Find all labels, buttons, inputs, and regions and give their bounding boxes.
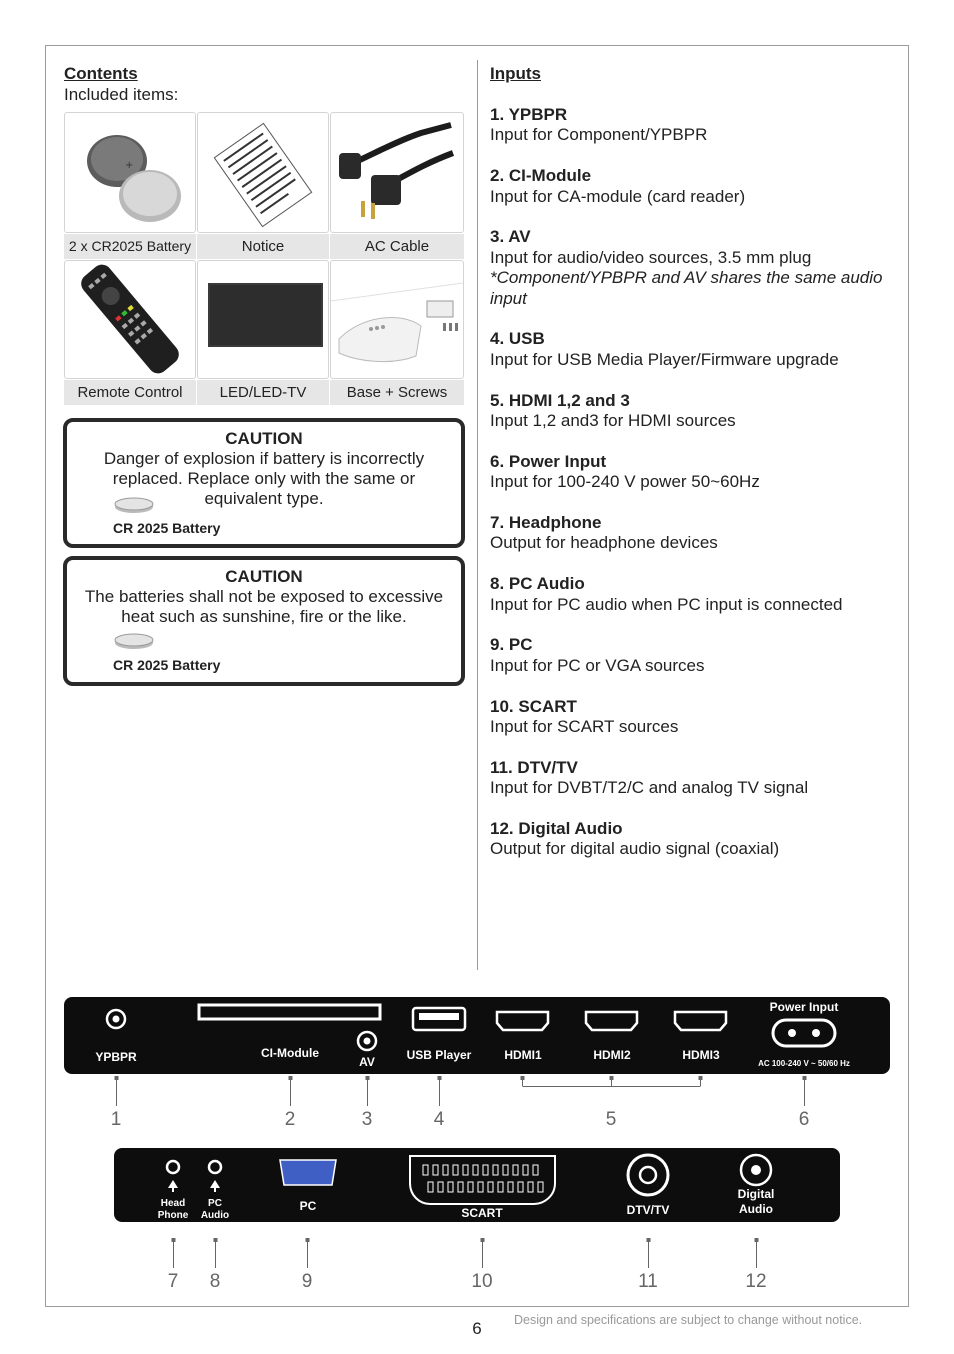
- headphone-label-line1: Head: [160, 1198, 186, 1209]
- column-divider: [477, 60, 478, 970]
- item-label-battery: 2 x CR2025 Battery: [64, 234, 196, 259]
- callout-5: 5: [605, 1109, 617, 1130]
- digital-audio-label-line1: Digital: [737, 1187, 775, 1201]
- bottom-callout-lines: [0, 1236, 954, 1272]
- input-name: 1. YPBPR: [490, 105, 568, 124]
- battery-label: CR 2025 Battery: [113, 657, 221, 673]
- input-name: 6. Power Input: [490, 451, 607, 471]
- av-port-label: AV: [359, 1055, 375, 1069]
- callout-10: 10: [471, 1271, 493, 1292]
- input-item: [490, 819, 890, 860]
- input-item: [490, 513, 890, 554]
- input-name: 9. PC: [490, 635, 533, 655]
- item-label-base: Base + Screws: [330, 380, 464, 405]
- callout-6: 6: [798, 1109, 810, 1130]
- callout-9: 9: [301, 1271, 313, 1292]
- side-panel-diagram: [64, 997, 890, 1074]
- headphone-label-line2: Phone: [157, 1210, 189, 1221]
- input-item: [490, 329, 890, 370]
- page-number: 6: [472, 1319, 482, 1338]
- caution-title: CAUTION: [225, 567, 303, 586]
- input-item: [490, 635, 890, 676]
- callout-7: 7: [167, 1271, 179, 1292]
- hdmi2-port-label: HDMI2: [593, 1048, 631, 1062]
- input-item: [490, 391, 890, 432]
- input-desc: Input for PC or VGA sources: [490, 655, 705, 675]
- remote-image: [64, 260, 196, 379]
- battery-icon: [65, 113, 195, 232]
- base-screws-icon: [331, 261, 463, 378]
- callout-3: 3: [361, 1109, 373, 1130]
- input-name: 8. PC Audio: [490, 574, 585, 594]
- base-screws-image: [330, 260, 464, 379]
- hdmi1-port-label: HDMI1: [504, 1048, 542, 1062]
- input-name: 3. AV: [490, 227, 531, 247]
- power-port-label: Power Input: [769, 1000, 839, 1014]
- input-item: [490, 166, 890, 207]
- input-desc: Input for SCART sources: [490, 717, 679, 737]
- input-desc: Input for DVBT/T2/C and analog TV signal: [490, 778, 809, 798]
- battery-image: [64, 112, 196, 233]
- input-desc: Input 1,2 and3 for HDMI sources: [490, 411, 736, 431]
- pc-audio-port-label: [195, 1198, 235, 1222]
- power-spec-label: AC 100-240 V ~ 50/60 Hz: [758, 1059, 850, 1068]
- top-callout-lines: [0, 1074, 954, 1114]
- pc-audio-label-line1: PC: [208, 1198, 222, 1209]
- input-name: 12. Digital Audio: [490, 819, 623, 839]
- input-desc: Input for CA-module (card reader): [490, 186, 746, 206]
- caution-text: The batteries shall not be exposed to excessive heat such as sunshine, fire or the like.: [84, 587, 444, 626]
- digital-audio-label-line2: Audio: [739, 1202, 773, 1216]
- dtv-port-label: DTV/TV: [626, 1203, 670, 1217]
- item-label-ac-cable: AC Cable: [330, 234, 464, 259]
- inputs-heading: Inputs: [490, 64, 541, 83]
- input-item: [490, 574, 890, 615]
- hdmi3-port-label: HDMI3: [682, 1048, 720, 1062]
- item-label-tv: LED/LED-TV: [197, 380, 329, 405]
- remote-control-icon: [65, 261, 195, 378]
- caution-box-1: [63, 418, 465, 548]
- input-desc: Input for USB Media Player/Firmware upgrade: [490, 349, 839, 369]
- input-desc: Input for 100-240 V power 50~60Hz: [490, 472, 760, 492]
- svg-text:+: +: [125, 160, 134, 171]
- notice-image: [197, 112, 329, 233]
- caution-text: Danger of explosion if battery is incorrectly replaced. Replace only with the same or equivalent type.: [103, 449, 425, 508]
- input-item: [490, 105, 890, 146]
- usb-port-label: USB Player: [406, 1048, 472, 1062]
- callout-4: 4: [433, 1109, 445, 1130]
- input-note: *Component/YPBPR and AV shares the same audio input: [490, 268, 883, 308]
- pc-port-label: PC: [299, 1199, 317, 1213]
- input-desc: Output for headphone devices: [490, 533, 718, 553]
- input-item: [490, 697, 890, 738]
- item-label-remote: Remote Control: [64, 380, 196, 405]
- input-desc: Input for PC audio when PC input is connected: [490, 594, 843, 614]
- callout-11: 11: [638, 1271, 658, 1292]
- contents-heading: Contents: [64, 64, 138, 83]
- caution-box-2: [63, 556, 465, 686]
- contents-subheading: Included items:: [64, 85, 179, 104]
- tv-image: [197, 260, 329, 379]
- ci-module-port-label: CI-Module: [261, 1046, 319, 1060]
- input-name: 11. DTV/TV: [490, 757, 578, 777]
- scart-port-label: SCART: [461, 1206, 503, 1220]
- input-item: [490, 452, 890, 493]
- input-name: 7. Headphone: [490, 513, 602, 533]
- callout-12: 12: [745, 1271, 767, 1292]
- item-label-notice: Notice: [197, 234, 329, 259]
- ac-cable-icon: [331, 113, 463, 232]
- headphone-port-label: [153, 1198, 193, 1222]
- tv-icon: [198, 261, 328, 378]
- digital-audio-port-label: [726, 1187, 786, 1217]
- input-desc: Output for digital audio signal (coaxial): [490, 839, 780, 859]
- coin-battery-icon: [113, 496, 155, 514]
- pc-audio-label-line2: Audio: [200, 1210, 230, 1221]
- rear-panel-diagram: [114, 1148, 840, 1222]
- ypbpr-port-label: YPBPR: [95, 1050, 137, 1064]
- inputs-list: [490, 105, 890, 880]
- callout-1: 1: [110, 1109, 122, 1130]
- input-item: [490, 758, 890, 799]
- input-name: 5. HDMI 1,2 and 3: [490, 390, 630, 410]
- input-name: 10. SCART: [490, 696, 577, 716]
- callout-8: 8: [209, 1271, 221, 1292]
- input-name: 2. CI-Module: [490, 166, 592, 186]
- battery-label: CR 2025 Battery: [113, 520, 221, 536]
- disclaimer: Design and specifications are subject to change without notice.: [514, 1313, 863, 1327]
- input-desc: Input for audio/video sources, 3.5 mm plug: [490, 247, 812, 267]
- ac-cable-image: [330, 112, 464, 233]
- input-desc: Input for Component/YPBPR: [490, 125, 708, 145]
- callout-2: 2: [284, 1109, 296, 1130]
- caution-title: CAUTION: [225, 429, 303, 448]
- input-name: 4. USB: [490, 329, 545, 349]
- coin-battery-icon: [113, 632, 155, 650]
- input-item: [490, 227, 890, 309]
- notice-icon: [198, 113, 328, 232]
